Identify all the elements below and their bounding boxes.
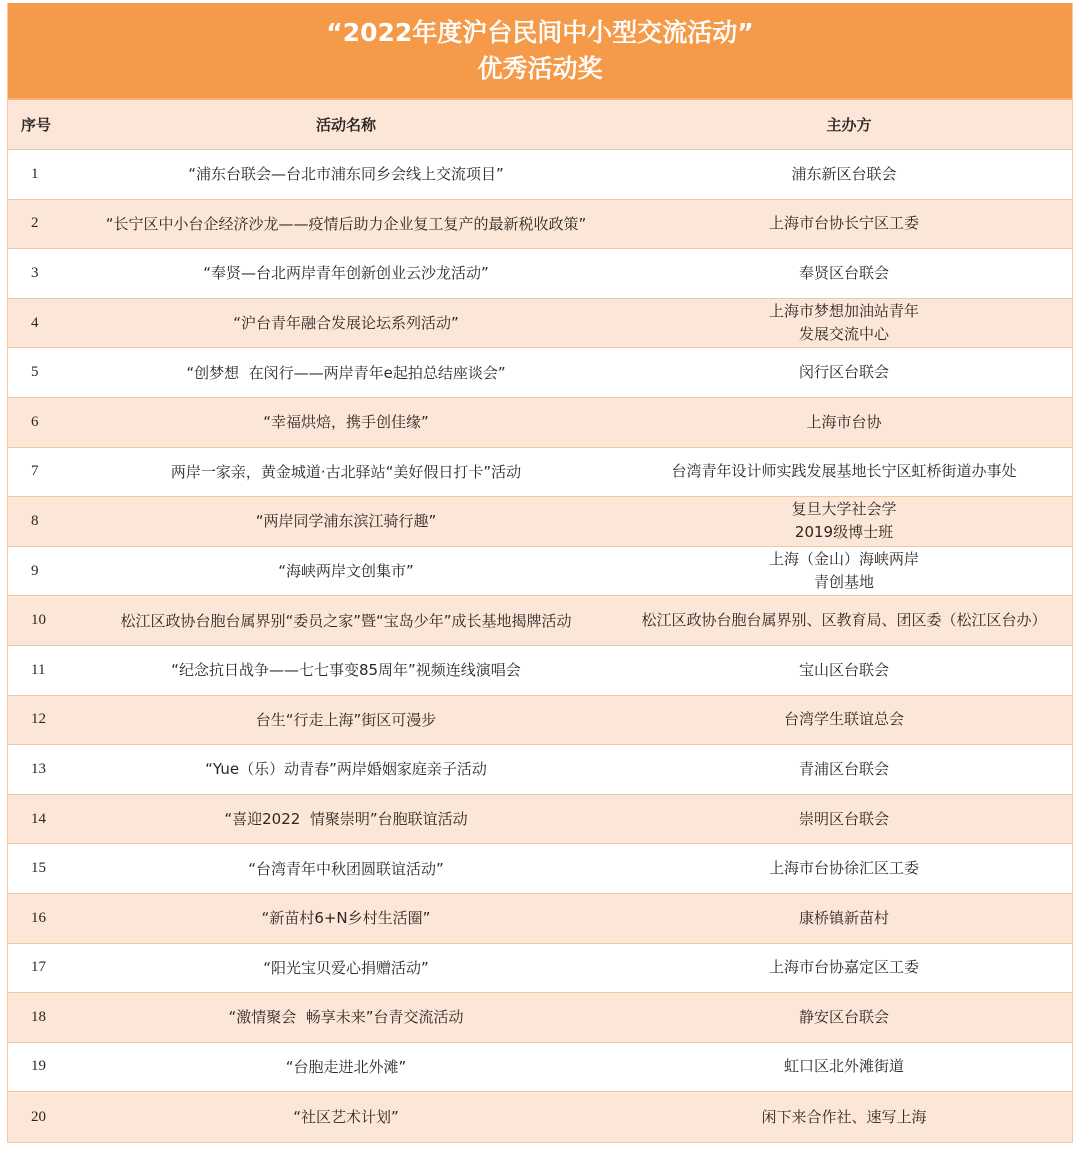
organizer-line: 上海市台协嘉定区工委 — [768, 958, 919, 977]
row-activity-name: “激情聚会 畅享未来”台青交流活动 — [228, 1008, 464, 1027]
row-activity-name: 松江区政协台胞台属界别“委员之家”暨“宝岛少年”成长基地揭牌活动 — [120, 611, 572, 630]
table-row — [8, 745, 1072, 795]
row-organizer — [626, 163, 1072, 186]
row-organizer — [626, 498, 1072, 544]
row-no: 19 — [31, 1058, 46, 1075]
header-organizer: 主办方 — [826, 116, 872, 134]
table-row — [8, 993, 1072, 1043]
table-row — [8, 547, 1072, 597]
row-organizer — [626, 758, 1072, 781]
organizer-line: 台湾青年设计师实践发展基地长宁区虹桥街道办事处 — [671, 462, 1017, 481]
table-body — [8, 150, 1072, 1142]
organizer-line: 宝山区台联会 — [798, 660, 889, 679]
row-no: 11 — [31, 661, 46, 678]
row-no: 12 — [31, 711, 46, 728]
organizer-line: 虹口区北外滩街道 — [783, 1057, 904, 1076]
row-organizer — [626, 1006, 1072, 1029]
row-no: 10 — [31, 612, 46, 629]
organizer-line: 静安区台联会 — [798, 1007, 889, 1026]
row-no: 7 — [31, 463, 39, 480]
table-row — [8, 348, 1072, 398]
table-row — [8, 894, 1072, 944]
row-activity-name: “纪念抗日战争——七七事变85周年”视频连线演唱会 — [171, 661, 521, 680]
row-organizer — [626, 1106, 1072, 1129]
organizer-line: 上海市台协 — [806, 412, 882, 431]
table-row — [8, 844, 1072, 894]
row-organizer — [626, 1055, 1072, 1078]
table-row — [8, 795, 1072, 845]
row-activity-name: “幸福烘焙，携手创佳缘” — [263, 413, 429, 432]
row-activity-name: “阳光宝贝爱心捐赠活动” — [263, 958, 429, 977]
header-no: 序号 — [21, 116, 52, 134]
organizer-line: 青浦区台联会 — [798, 759, 889, 778]
row-organizer — [626, 361, 1072, 384]
table-row — [8, 200, 1072, 250]
organizer-line: 崇明区台联会 — [798, 809, 889, 828]
organizer-line: 闵行区台联会 — [798, 363, 889, 382]
row-organizer — [626, 907, 1072, 930]
table-row — [8, 497, 1072, 547]
row-no: 5 — [31, 364, 39, 381]
table-row — [8, 299, 1072, 349]
organizer-line-2: 青创基地 — [813, 573, 874, 592]
row-activity-name: “台湾青年中秋团圆联谊活动” — [248, 859, 444, 878]
page-title: “2022年度沪台民间中小型交流活动” — [326, 17, 754, 47]
organizer-line: 台湾学生联谊总会 — [783, 710, 904, 729]
row-activity-name: “两岸同学浦东滨江骑行趣” — [255, 512, 437, 531]
organizer-line: 上海市台协长宁区工委 — [768, 214, 919, 233]
organizer-line-2: 2019级博士班 — [794, 523, 894, 542]
table-row — [8, 696, 1072, 746]
row-no: 18 — [31, 1008, 46, 1025]
row-organizer — [626, 548, 1072, 594]
organizer-line: 奉贤区台联会 — [798, 263, 889, 282]
row-no: 9 — [31, 562, 39, 579]
row-activity-name: “喜迎2022 情聚崇明”台胞联谊活动 — [224, 810, 468, 829]
row-no: 14 — [31, 810, 46, 827]
award-table — [7, 3, 1073, 1143]
row-no: 15 — [31, 860, 46, 877]
title-band — [8, 3, 1072, 100]
organizer-line: 康桥镇新苗村 — [798, 908, 889, 927]
page-subtitle: 优秀活动奖 — [477, 53, 603, 83]
row-no: 13 — [31, 760, 46, 777]
row-no: 20 — [31, 1108, 46, 1125]
row-no: 6 — [31, 413, 39, 430]
table-row — [8, 249, 1072, 299]
table-row — [8, 448, 1072, 498]
organizer-line: 上海市梦想加油站青年 — [768, 302, 919, 321]
row-no: 8 — [31, 512, 39, 529]
row-organizer — [626, 460, 1072, 483]
table-row — [8, 398, 1072, 448]
row-activity-name: “Yue（乐）动青春”两岸婚姻家庭亲子活动 — [205, 760, 487, 779]
table-row — [8, 646, 1072, 696]
row-activity-name: 两岸一家亲，黄金城道·古北驿站“美好假日打卡”活动 — [170, 462, 522, 481]
organizer-line: 上海市台协徐汇区工委 — [768, 859, 919, 878]
table-row — [8, 1043, 1072, 1093]
row-organizer — [626, 609, 1072, 632]
row-no: 17 — [31, 959, 46, 976]
row-organizer — [626, 659, 1072, 682]
row-activity-name: “沪台青年融合发展论坛系列活动” — [233, 314, 459, 333]
organizer-line: 松江区政协台胞台属界别、区教育局、团区委（松江区台办） — [641, 611, 1047, 630]
row-activity-name: “新苗村6+N乡村生活圈” — [261, 909, 431, 928]
organizer-line: 复旦大学社会学 — [791, 500, 897, 519]
row-organizer — [626, 708, 1072, 731]
organizer-line: 闲下来合作社、速写上海 — [761, 1107, 927, 1126]
row-activity-name: “奉贤—台北两岸青年创新创业云沙龙活动” — [203, 264, 489, 283]
row-organizer — [626, 808, 1072, 831]
organizer-line: 浦东新区台联会 — [791, 164, 897, 183]
row-no: 2 — [31, 215, 39, 232]
table-header-row — [8, 100, 1072, 150]
row-activity-name: “创梦想 在闵行——两岸青年e起拍总结座谈会” — [186, 363, 506, 382]
row-no: 3 — [31, 264, 39, 281]
header-activity-name: 活动名称 — [315, 116, 376, 134]
table-row — [8, 1092, 1072, 1142]
row-organizer — [626, 956, 1072, 979]
table-row — [8, 596, 1072, 646]
row-activity-name: “海峡两岸文创集市” — [278, 562, 414, 581]
row-activity-name: 台生“行走上海”街区可漫步 — [255, 710, 437, 729]
table-row — [8, 150, 1072, 200]
organizer-line: 上海（金山）海峡两岸 — [768, 550, 919, 569]
row-activity-name: “台胞走进北外滩” — [285, 1057, 407, 1076]
row-no: 4 — [31, 314, 39, 331]
row-organizer — [626, 300, 1072, 346]
row-activity-name: “社区艺术计划” — [293, 1108, 399, 1127]
row-no: 16 — [31, 909, 46, 926]
row-activity-name: “长宁区中小台企经济沙龙——疫情后助力企业复工复产的最新税收政策” — [105, 214, 587, 233]
row-organizer — [626, 411, 1072, 434]
row-activity-name: “浦东台联会—台北市浦东同乡会线上交流项目” — [188, 165, 504, 184]
row-organizer — [626, 857, 1072, 880]
organizer-line-2: 发展交流中心 — [798, 325, 889, 344]
table-row — [8, 944, 1072, 994]
row-no: 1 — [31, 165, 39, 182]
row-organizer — [626, 212, 1072, 235]
row-organizer — [626, 262, 1072, 285]
